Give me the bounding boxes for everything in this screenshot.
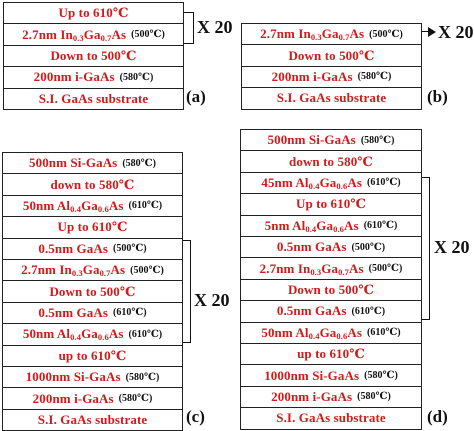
layer-label-text: 0.5nm GaAs [276,239,347,255]
layer-label-subscript: 0.3 [72,32,84,43]
layer-row [240,386,422,408]
layer-label [34,69,115,85]
layer-label [268,132,356,148]
layer-label-text: 5nm Al [264,217,306,233]
growth-temperature: (610℃) [128,328,163,340]
layer-label-subscript: 0.7 [338,266,350,277]
layer-label-text: As [347,324,362,340]
layer-label [58,5,128,21]
layer-row [240,193,422,215]
panel-c-label: (c) [186,407,205,426]
panel-a-label: (a) [186,87,206,106]
layer-row [3,23,184,45]
layer-row [240,172,422,194]
layer-label-text: 45nm Al [261,174,309,190]
layer-label [26,369,121,385]
layer-row [240,364,422,386]
layer-label [288,282,374,298]
layer-row [240,322,422,344]
growth-temperature: (500℃) [369,28,403,40]
panel-c-repeat-bracket [183,240,191,343]
layer-label [23,198,124,214]
layer-label-text: S.I. GaAs substrate [276,410,386,426]
layer-row [2,323,183,345]
layer-row [241,87,422,109]
layer-label-text: 0.5nm GaAs [276,303,347,319]
layer-label-text: Down to 500℃ [288,47,375,63]
layer-label-text: S.I. GaAs substrate [276,90,387,106]
panel-a-repeat-label: X 20 [197,17,233,37]
layer-row [2,152,183,174]
layer-label [49,284,135,300]
layer-row [2,280,183,302]
layer-label-subscript: 0.7 [338,32,350,43]
layer-label-text: As [347,174,362,190]
layer-label-text: 200nm i-GaAs [271,388,353,404]
panel-b-label: (b) [427,87,448,106]
growth-temperature: (580℃) [357,391,391,403]
layer-label-subscript: 0.6 [97,332,109,343]
layer-label-text: As [349,260,364,276]
layer-label-text: Up to 610℃ [57,219,128,235]
layer-row [241,44,422,66]
layer-label [22,27,126,43]
layer-label-subscript: 0.4 [70,203,82,214]
layer-label [297,346,365,362]
layer-label-text: As [110,262,126,278]
layer-label [51,177,135,193]
layer-label-text: As [349,26,365,42]
layer-label-text: Down to 500℃ [49,283,136,299]
layer-row [2,387,183,409]
layer-row [2,195,183,217]
layer-label [288,48,374,64]
layer-label-subscript: 0.6 [97,203,109,214]
layer-label-text: 200nm i-GaAs [271,68,353,84]
layer-row [2,173,183,195]
layer-label-subscript: 0.4 [70,332,82,343]
layer-label-text: 200nm i-GaAs [33,69,115,85]
growth-temperature: (500℃) [131,29,165,41]
layer-label-subscript: 0.4 [305,223,317,234]
layer-label-text: 2.7nm In [259,260,311,276]
layer-label [289,154,373,170]
growth-temperature: (580℃) [118,393,153,405]
growth-temperature: (580℃) [364,370,398,382]
layer-label-text: 500nm Si-GaAs [29,155,118,171]
layer-label [264,368,359,384]
panel-d-repeat-bracket [422,177,430,320]
layer-label [57,219,127,235]
growth-temperature: (610℃) [128,200,163,212]
layer-label-text: Ga [319,174,337,190]
panel-b-repeat-label: X 20 [438,22,474,42]
layer-label-text: As [108,326,124,342]
layer-label-text: Down to 500℃ [287,281,375,297]
layer-label-text: Ga [83,26,101,42]
layer-label-text: S.I. GaAs substrate [37,411,148,427]
layer-label-text: up to 610℃ [58,347,127,363]
layer-label-text: As [344,217,359,233]
layer-row [240,215,422,237]
layer-label-text: 1000nm Si-GaAs [264,367,360,383]
layer-label-subscript: 0.3 [310,32,322,43]
growth-temperature: (500℃) [130,264,164,276]
growth-temperature: (580℃) [122,157,156,169]
layer-row [240,236,422,258]
layer-row [2,259,183,281]
layer-row [2,366,183,388]
panel-c-repeat-label: X 20 [194,290,230,310]
layer-label [296,196,366,212]
layer-label [39,91,149,107]
layer-label-text: 500nm Si-GaAs [267,132,356,148]
layer-label [38,412,148,428]
layer-label-text: Ga [81,326,98,342]
layer-row [240,129,422,151]
layer-label-subscript: 0.7 [100,32,112,43]
panel-d-label: (d) [427,407,448,426]
layer-row [2,302,183,324]
layer-label [265,218,359,234]
layer-row [3,66,184,88]
layer-label [272,69,353,85]
layer-label-text: up to 610℃ [297,346,365,362]
layer-row [2,345,183,367]
layer-row [241,66,422,88]
layer-label [271,389,352,405]
layer-label-text: Ga [81,197,98,213]
growth-temperature: (610℃) [366,177,401,189]
layer-label [277,90,387,106]
layer-row [240,257,422,279]
layer-label-text: Ga [321,260,339,276]
layer-label-text: 2.7nm In [22,26,73,42]
growth-temperature: (610℃) [112,307,147,319]
layer-label [260,26,364,42]
layer-label [38,305,108,321]
growth-temperature: (610℃) [351,305,386,317]
layer-row [240,407,422,429]
layer-label-text: 0.5nm GaAs [38,304,108,320]
layer-label [23,326,124,342]
panel-a-repeat-bracket [184,12,194,44]
layer-label-text: 2.7nm In [260,26,311,42]
panel-b-layer-stack [241,23,422,109]
layer-label-subscript: 0.3 [310,266,322,277]
layer-label-subscript: 0.7 [99,268,111,279]
growth-temperature: (580℃) [125,371,160,383]
layer-label-text: 50nm Al [261,324,309,340]
layer-label [277,303,347,319]
layer-row [3,88,184,110]
layer-label-subscript: 0.4 [308,330,320,341]
layer-label [38,241,108,257]
layer-label [277,239,347,255]
layer-label [276,410,386,426]
layer-label [260,261,364,277]
layer-label-text: Up to 610℃ [58,5,129,21]
layer-label [33,391,114,407]
layer-row [240,300,422,322]
layer-label-text: As [111,26,127,42]
layer-row [2,409,183,431]
layer-label-subscript: 0.6 [336,180,348,191]
layer-label-text: 2.7nm In [21,262,72,278]
panel-b-arrow-head [428,27,436,37]
growth-temperature: (500℃) [351,241,386,253]
layer-label-subscript: 0.4 [308,180,320,191]
layer-row [3,2,184,24]
growth-temperature: (500℃) [368,263,403,275]
layer-label-text: 0.5nm GaAs [38,240,108,256]
growth-temperature: (610℃) [366,327,401,339]
layer-label-text: 1000nm Si-GaAs [25,369,121,385]
layer-label-text: Down to 500℃ [50,47,137,63]
layer-row [2,216,183,238]
layer-label-text: Ga [321,26,339,42]
layer-label-text: Ga [316,217,334,233]
layer-label-text: Up to 610℃ [295,196,367,212]
growth-temperature: (580℃) [360,134,395,146]
layer-label-text: 50nm Al [22,197,71,213]
panel-d-repeat-label: X 20 [434,237,470,257]
layer-label-text: 200nm i-GaAs [32,390,114,406]
layer-label-subscript: 0.3 [71,268,83,279]
layer-label [50,48,136,64]
layer-label [59,348,127,364]
layer-row [2,238,183,260]
layer-row [241,23,422,45]
layer-label-text: Ga [82,262,100,278]
growth-temperature: (580℃) [119,71,154,83]
layer-row [3,45,184,67]
layer-label [21,262,125,278]
growth-temperature: (500℃) [112,243,147,255]
layer-label [261,175,362,191]
layer-row [240,343,422,365]
panel-d-layer-stack [240,129,422,429]
layer-label-text: As [108,197,124,213]
layer-label [261,325,362,341]
layer-label-text: down to 580℃ [50,176,135,192]
layer-label-text: Ga [319,324,337,340]
layer-label [29,155,117,171]
panel-c-layer-stack [2,152,183,430]
panel-a-layer-stack [3,2,184,109]
growth-temperature: (580℃) [357,71,392,83]
layer-label-text: down to 580℃ [289,153,373,169]
growth-temperature: (610℃) [363,220,398,232]
layer-label-text: S.I. GaAs substrate [38,90,149,106]
layer-label-text: 50nm Al [22,326,71,342]
layer-label-subscript: 0.6 [336,330,348,341]
layer-row [240,279,422,301]
layer-row [240,150,422,172]
layer-label-subscript: 0.6 [333,223,345,234]
